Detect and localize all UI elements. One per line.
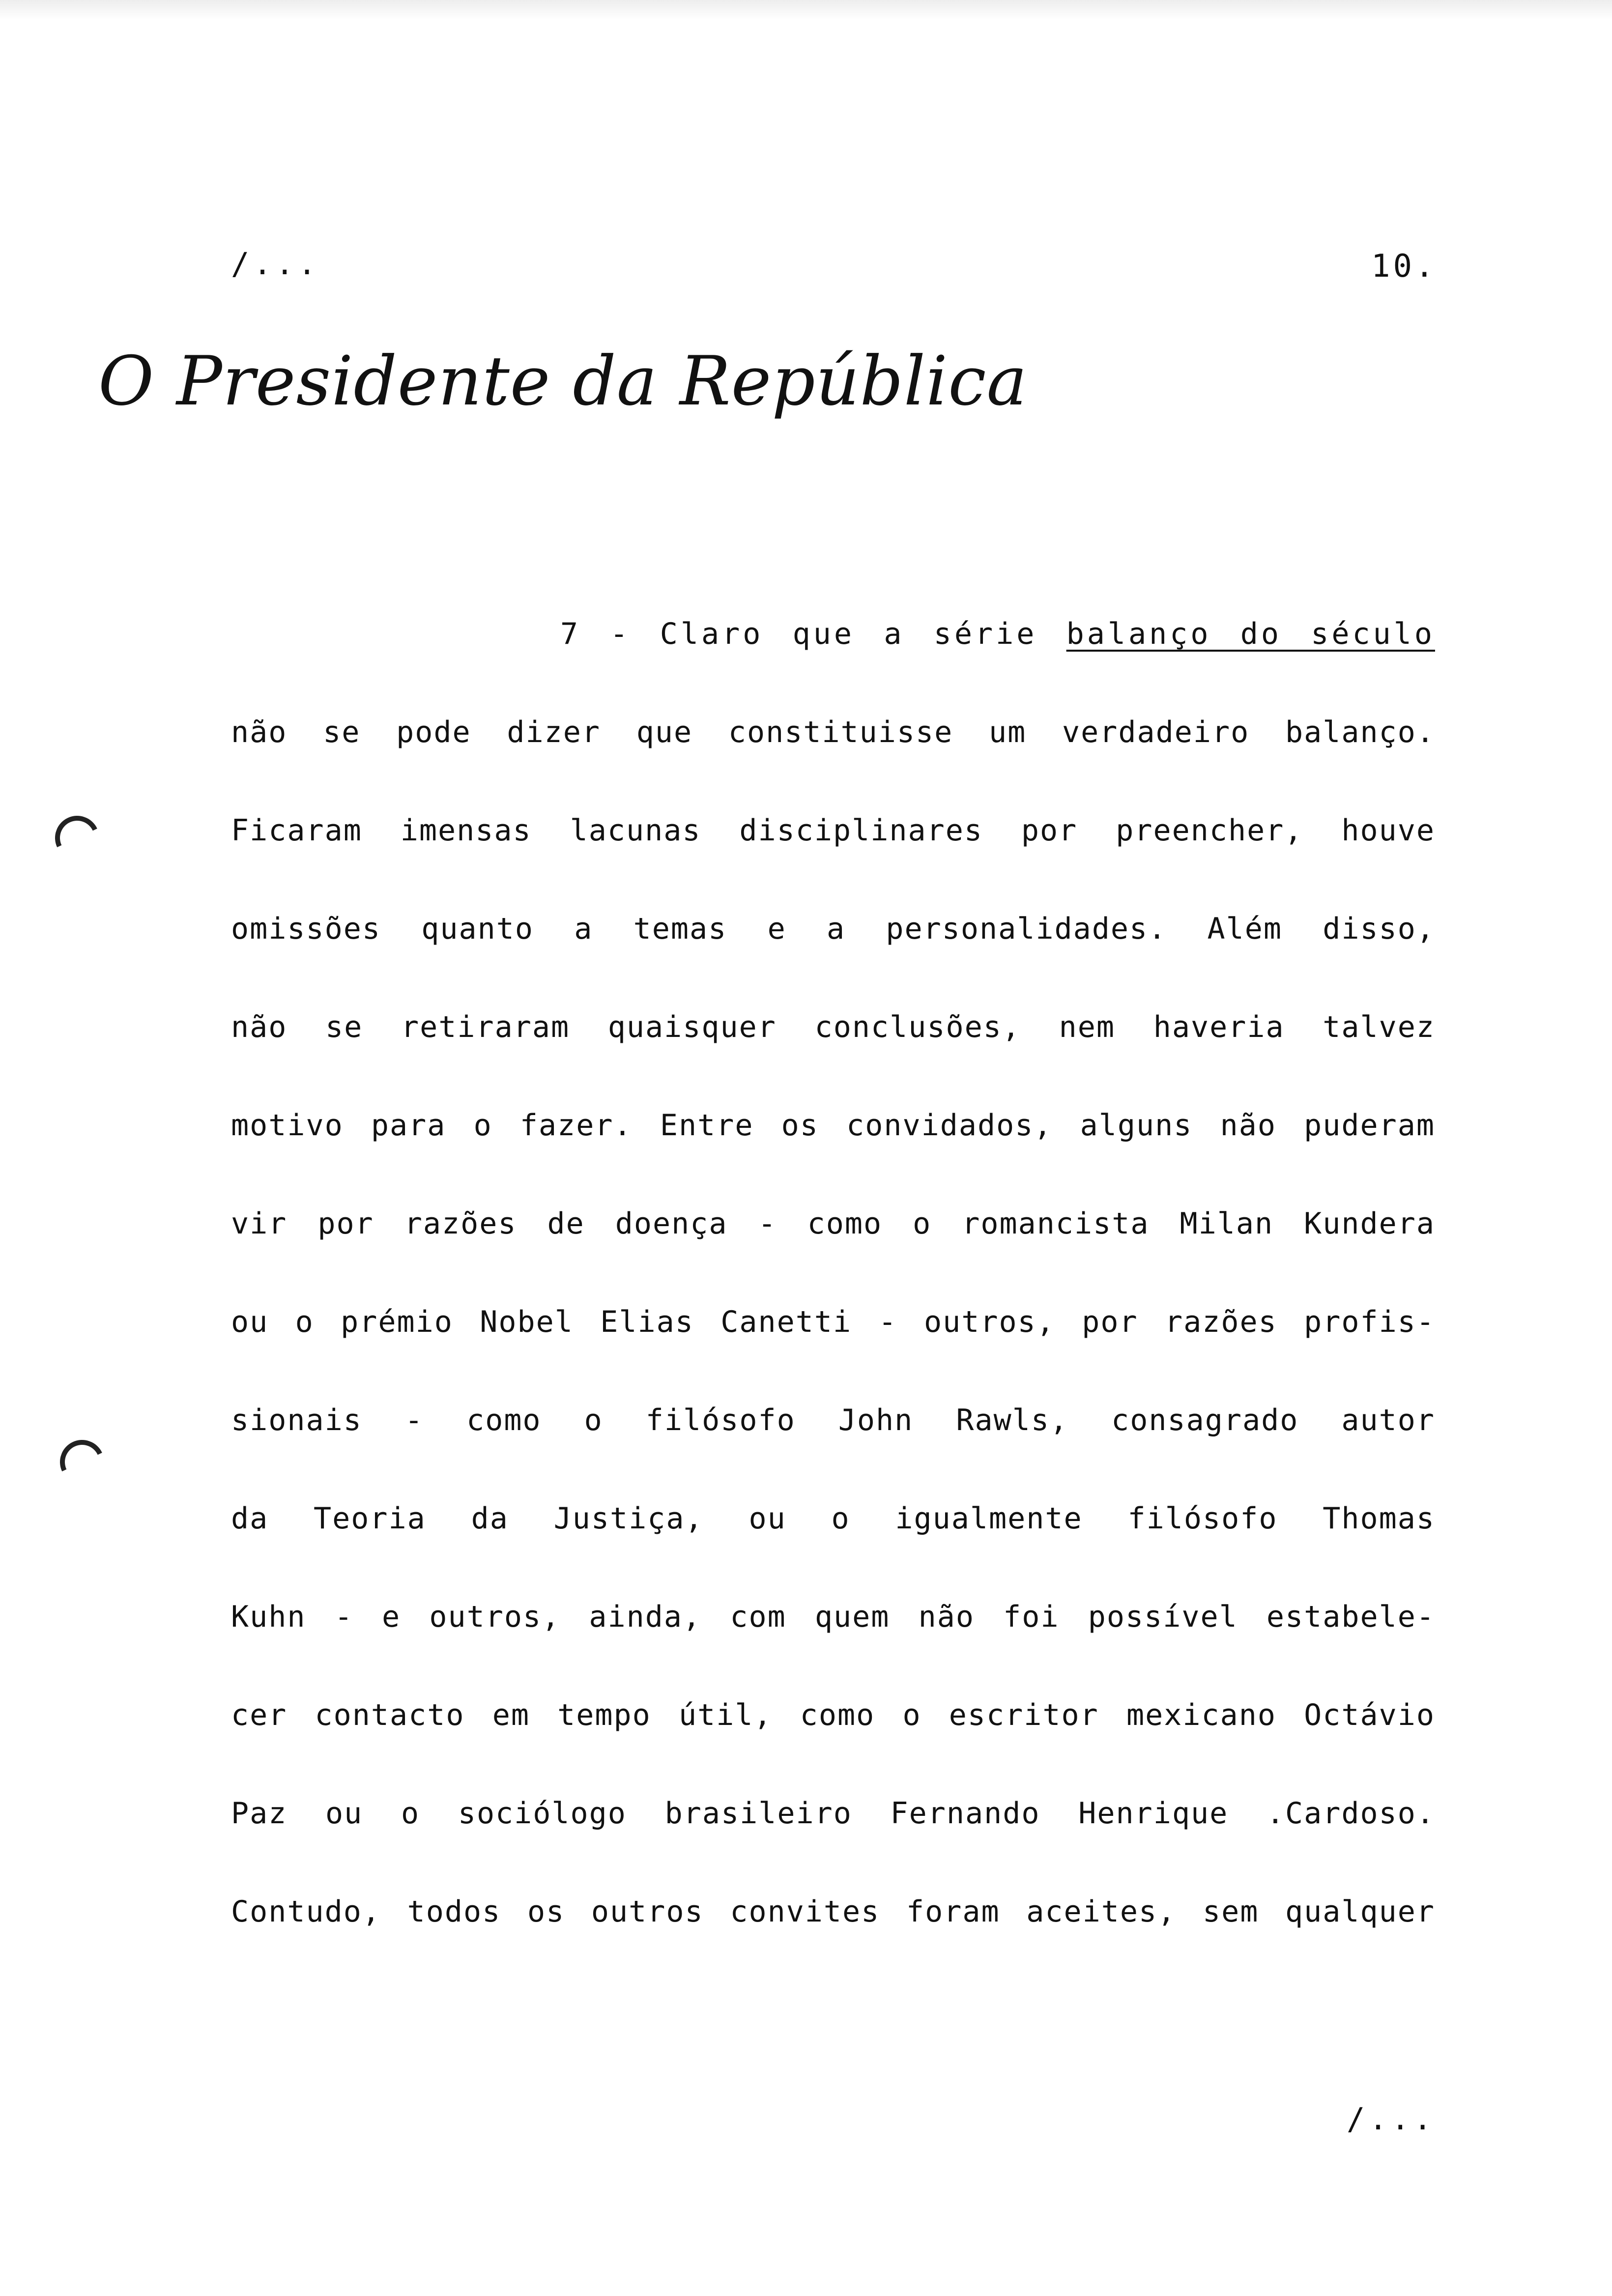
page-top-edge <box>0 0 1612 20</box>
paragraph-line: Kuhn - e outros, ainda, com quem não foi possível estabele- <box>231 1600 1435 1634</box>
punch-hole-mark <box>49 809 105 866</box>
continuation-marker-bottom: /... <box>1347 2101 1436 2137</box>
paragraph-line: Ficaram imensas lacunas disciplinares por preencher, houve <box>231 813 1435 848</box>
letterhead-title: O Presidente da República <box>98 342 1028 421</box>
paragraph-lead: 7 - Claro que a série <box>560 617 1066 651</box>
continuation-marker-top: /... <box>231 246 320 282</box>
paragraph-line: motivo para o fazer. Entre os convidados, alguns não puderam <box>231 1108 1435 1143</box>
paragraph-line: Contudo, todos os outros convites foram aceites, sem qualquer <box>231 1894 1435 1929</box>
paragraph-line: cer contacto em tempo útil, como o escritor mexicano Octávio <box>231 1698 1435 1732</box>
underlined-series-title: balanço do século <box>1066 617 1435 651</box>
paragraph-line: da Teoria da Justiça, ou o igualmente filósofo Thomas <box>231 1501 1435 1536</box>
paragraph-line: não se pode dizer que constituisse um verdadeiro balanço. <box>231 715 1435 749</box>
paragraph-first-line <box>560 614 1435 654</box>
punch-hole-mark <box>54 1434 110 1490</box>
paragraph-line: Paz ou o sociólogo brasileiro Fernando Henrique .Cardoso. <box>231 1796 1435 1831</box>
paragraph-line: não se retiraram quaisquer conclusões, nem haveria talvez <box>231 1010 1435 1044</box>
paragraph-line: sionais - como o filósofo John Rawls, consagrado autor <box>231 1403 1435 1437</box>
paragraph-line: omissões quanto a temas e a personalidades. Além disso, <box>231 912 1435 946</box>
paragraph-line: ou o prémio Nobel Elias Canetti - outros, por razões profis- <box>231 1305 1435 1339</box>
page-number: 10. <box>1371 248 1437 285</box>
paragraph-line: vir por razões de doença - como o romancista Milan Kundera <box>231 1206 1435 1241</box>
